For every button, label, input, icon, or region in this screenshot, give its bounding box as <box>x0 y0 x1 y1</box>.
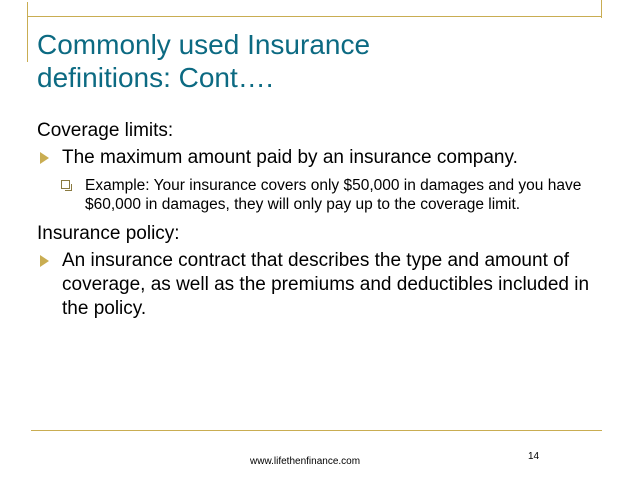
triangle-bullet-icon <box>40 152 49 164</box>
section-heading-insurance-policy: Insurance policy: <box>37 223 180 244</box>
bullet-item <box>37 249 597 321</box>
triangle-bullet-icon <box>40 255 49 267</box>
frame-left-line <box>27 2 28 62</box>
slide-title-line2: definitions: Cont…. <box>37 62 274 93</box>
section-heading-coverage-limits: Coverage limits: <box>37 120 174 141</box>
slide-content <box>37 119 597 327</box>
frame-right-line <box>601 0 602 18</box>
page-number: 14 <box>528 451 540 462</box>
bullet-item <box>37 146 597 170</box>
square-bullet-icon <box>61 180 70 189</box>
bullet-text: An insurance contract that describes the type and amount of coverage, as well as the premiums and deductibles included in the policy. <box>62 250 590 319</box>
slide-title <box>37 28 577 94</box>
slide-title-line1: Commonly used Insurance <box>37 29 371 60</box>
footer-url: www.lifethenfinance.com <box>250 456 361 467</box>
frame-top-line <box>27 16 602 17</box>
bullet-text: The maximum amount paid by an insurance company. <box>62 147 518 168</box>
frame-bottom-line <box>31 430 602 431</box>
sub-bullet-text: Example: Your insurance covers only $50,000 in damages and you have $60,000 in damages, they will only pay up to the coverage limit. <box>85 177 582 213</box>
sub-bullet-item <box>37 176 597 214</box>
